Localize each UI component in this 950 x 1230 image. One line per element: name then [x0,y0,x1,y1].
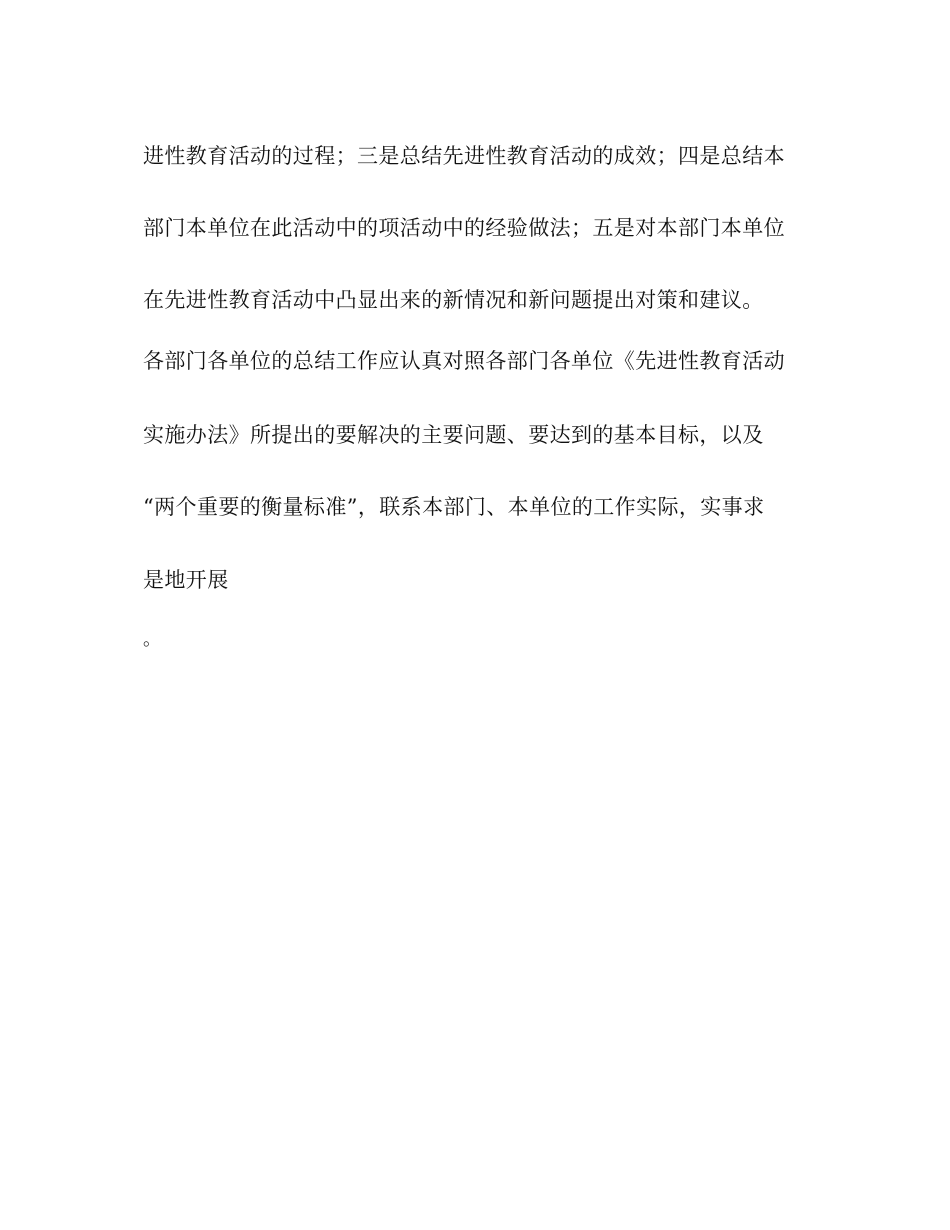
text-line-4: 各部门各单位的总结工作应认真对照各部门各单位《先进性教育活动 [143,349,785,373]
text-line-5: 实施办法》所提出的要解决的主要问题、要达到的基本目标，以及 [143,423,764,447]
text-line-1: 进性教育活动的过程；三是总结先进性教育活动的成效；四是总结本 [143,144,785,168]
text-line-2: 部门本单位在此活动中的项活动中的经验做法；五是对本部门本单位 [143,216,785,240]
text-line-3: 在先进性教育活动中凸显出来的新情况和新问题提出对策和建议。 [143,288,764,312]
text-line-8: 。 [143,629,162,650]
text-line-7: 是地开展 [143,568,229,592]
text-line-6: “两个重要的衡量标准”，联系本部门、本单位的工作实际，实事求 [143,495,765,519]
